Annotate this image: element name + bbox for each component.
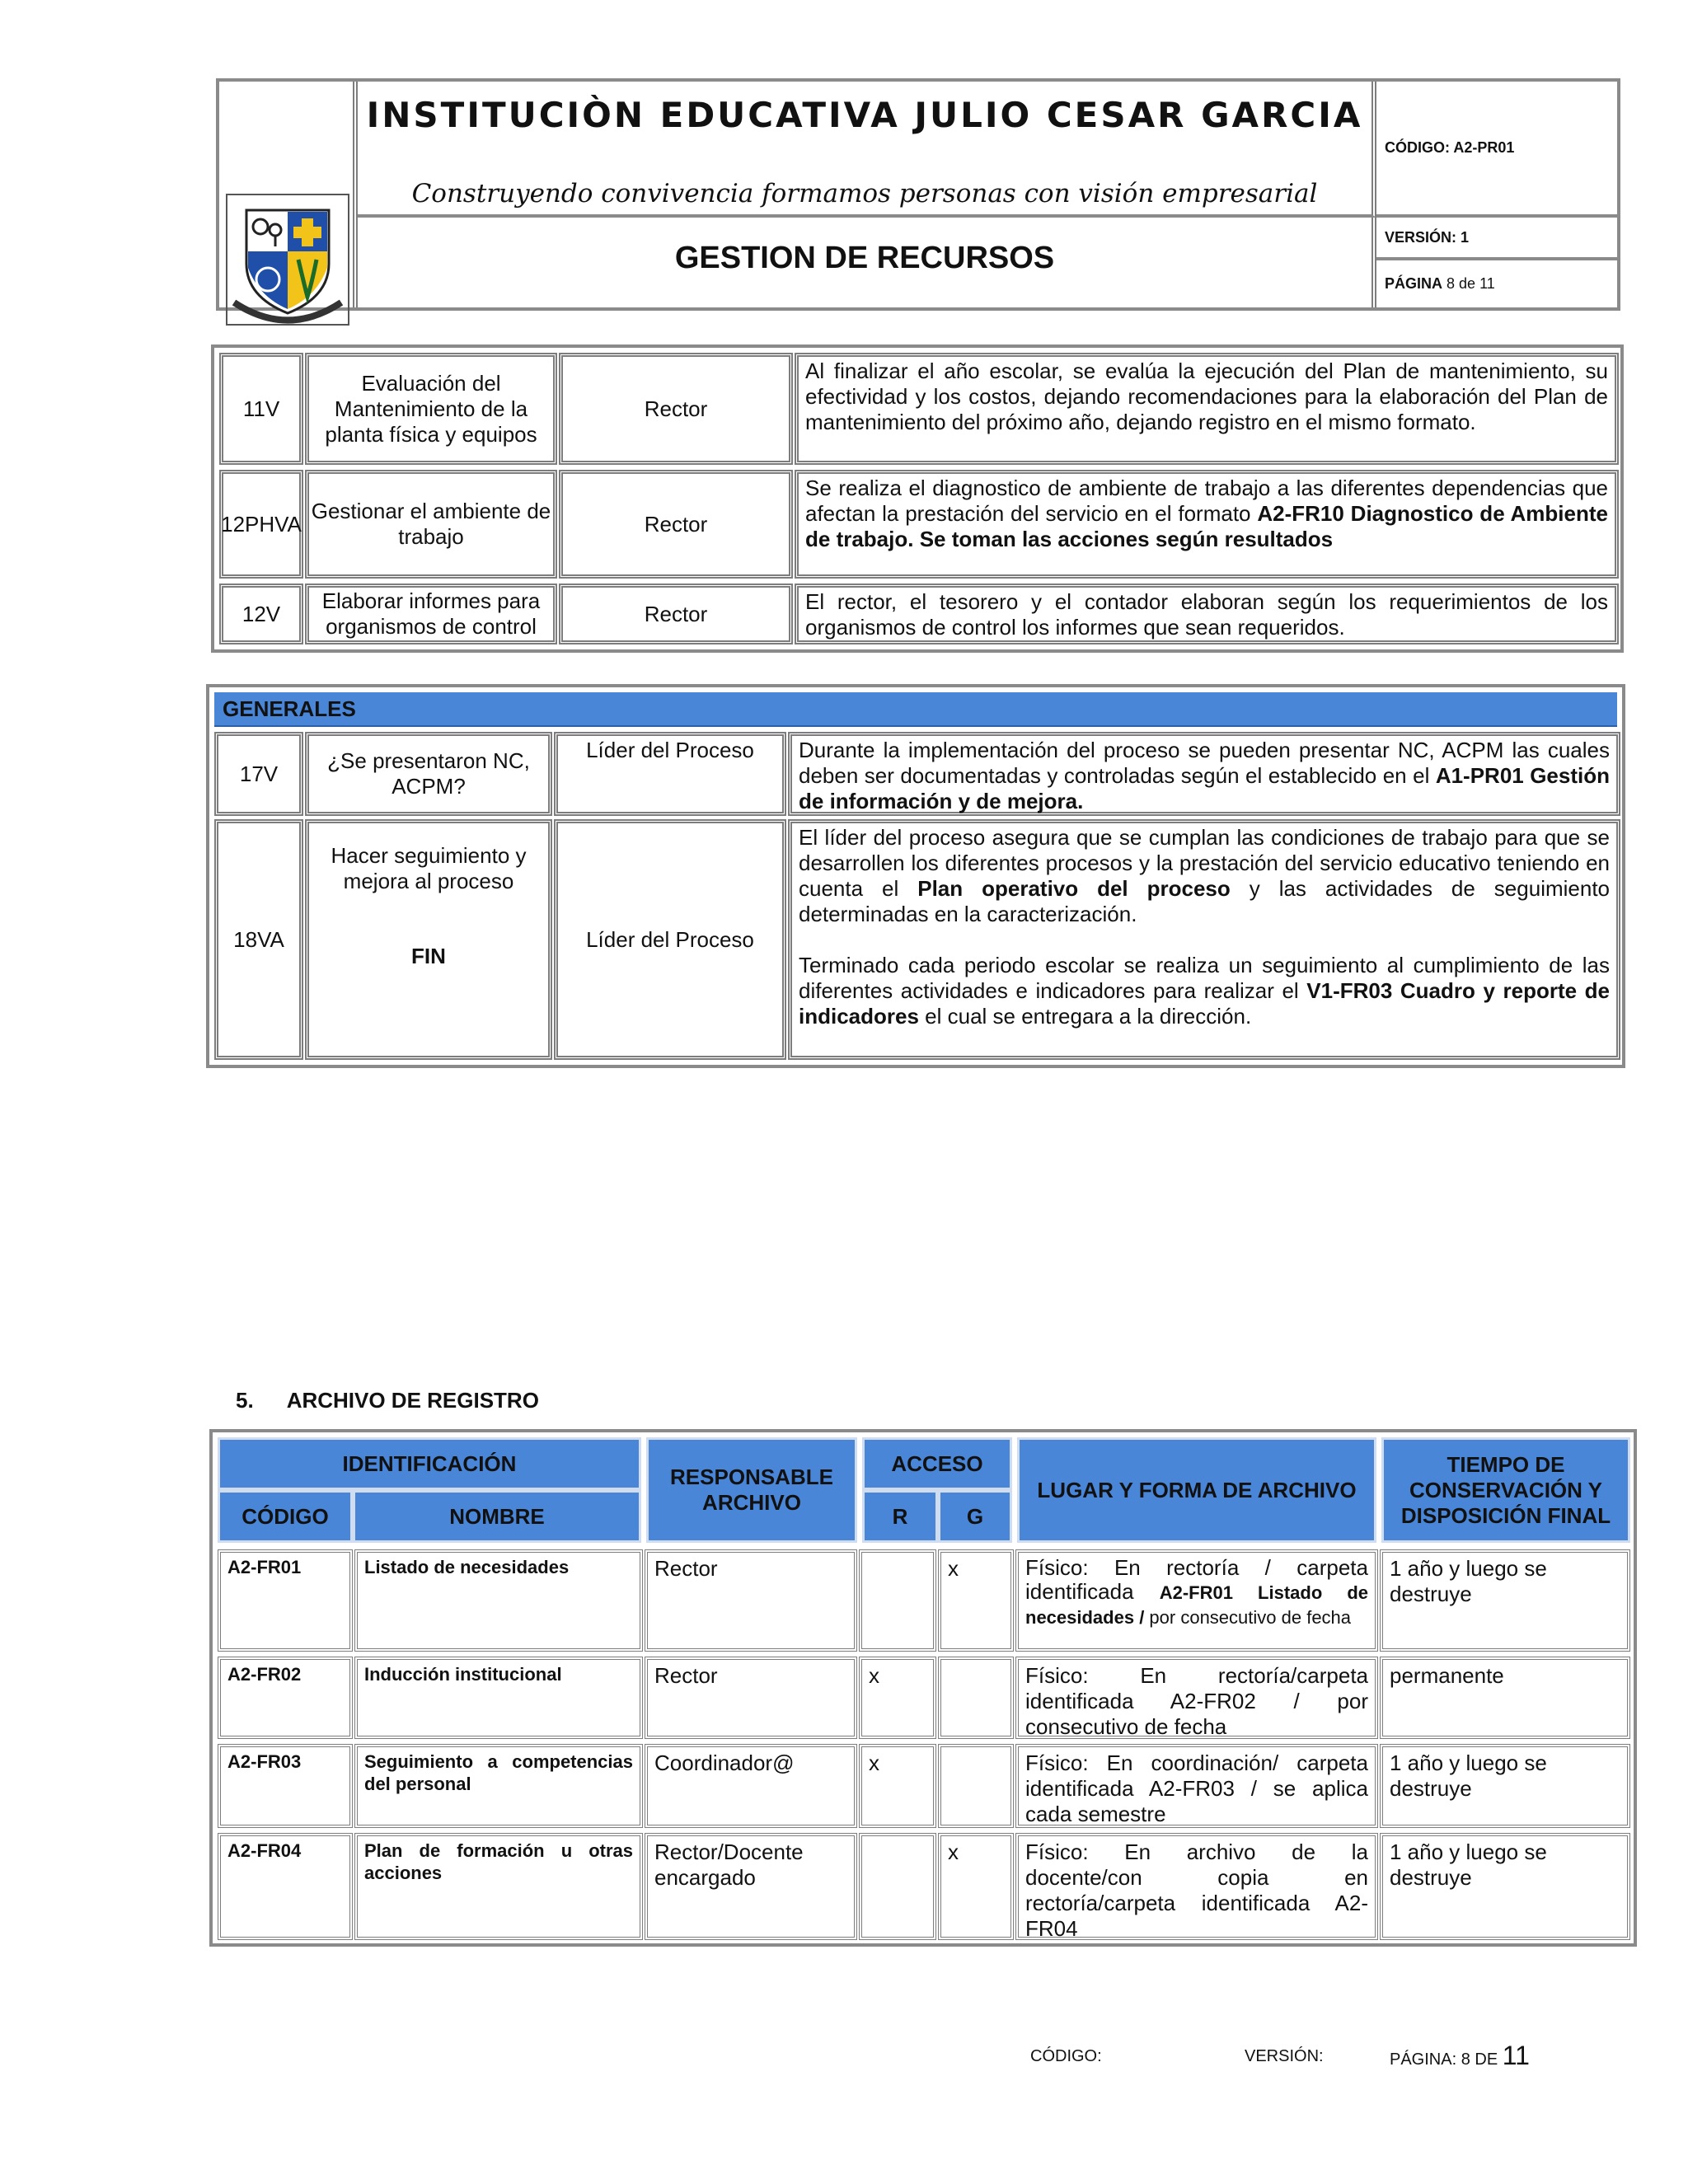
record-name: Listado de necesidades bbox=[354, 1549, 643, 1652]
record-responsible: Rector bbox=[645, 1549, 857, 1652]
activity-responsible: Rector bbox=[559, 470, 793, 579]
header-r: R bbox=[862, 1490, 938, 1543]
activity-responsible: Líder del Proceso bbox=[554, 732, 786, 816]
institution-slogan: Construyendo convivencia formamos personas con visión empresarial bbox=[411, 179, 1318, 209]
record-place: Físico: En rectoría/carpeta identificada A2-FR02 / por consecutivo de fecha bbox=[1015, 1657, 1378, 1739]
record-access-g: x bbox=[938, 1549, 1014, 1652]
activity-name: Evaluación del Mantenimiento de la planta física y equipos bbox=[305, 353, 557, 465]
activity-id: 18VA bbox=[214, 819, 303, 1060]
record-retention: permanente bbox=[1380, 1657, 1630, 1739]
activity-description bbox=[788, 819, 1620, 1060]
record-place: Físico: En coordinación/ carpeta identificada A2-FR03 / se aplica cada semestre bbox=[1015, 1744, 1378, 1828]
activity-responsible: Líder del Proceso bbox=[554, 819, 786, 1060]
header-responsable: RESPONSABLE ARCHIVO bbox=[646, 1437, 857, 1543]
header-identificacion: IDENTIFICACIÓN bbox=[218, 1437, 641, 1490]
activity-name: ¿Se presentaron NC, ACPM? bbox=[305, 732, 552, 816]
activity-name: Gestionar el ambiente de trabajo bbox=[305, 470, 557, 579]
record-name: Seguimiento a competencias del personal bbox=[354, 1744, 643, 1828]
description-paragraph: Terminado cada periodo escolar se realiza un seguimiento al cumplimiento de las diferentes actividades e indicadores para realizar el V1-FR03 Cuadro y reporte de indicadores el cual se entregara a la dirección. bbox=[799, 953, 1610, 1029]
archive-table bbox=[209, 1429, 1637, 1947]
description-paragraph: El líder del proceso asegura que se cumplan las condiciones de trabajo para que se desarrollen los diferentes procesos y la prestación del servicio educativo teniendo en cuenta el Plan operativo del proceso y las actividades de seguimiento determinadas en la caracterización. bbox=[799, 825, 1611, 926]
header-g: G bbox=[938, 1490, 1012, 1543]
activity-name-text: Hacer seguimiento y mejora al proceso bbox=[331, 843, 527, 893]
activity-description: Se realiza el diagnostico de ambiente de trabajo a las diferentes dependencias que afectan la prestación del servicio en el formato A2-FR10 Diagnostico de Ambiente de trabajo. Se toman las acciones según resultados bbox=[795, 470, 1619, 579]
header-lugar: LUGAR Y FORMA DE ARCHIVO bbox=[1017, 1437, 1376, 1543]
generales-table bbox=[206, 684, 1625, 1068]
activity-name bbox=[305, 819, 552, 1060]
activities-table bbox=[211, 344, 1624, 653]
activity-id: 17V bbox=[214, 732, 303, 816]
activity-description: Durante la implementación del proceso se pueden presentar NC, ACPM las cuales deben ser documentadas y controladas según el establecido en el A1-PR01 Gestión de información y de mejora. bbox=[788, 732, 1620, 816]
header-codigo: CÓDIGO bbox=[218, 1490, 353, 1543]
record-access-r: x bbox=[859, 1657, 936, 1739]
record-access-r: x bbox=[859, 1744, 936, 1828]
record-place: Físico: En rectoría / carpeta identificada A2-FR01 Listado de necesidades / por consecutivo de fecha bbox=[1015, 1549, 1378, 1652]
title-cell bbox=[358, 82, 1376, 218]
activity-id: 11V bbox=[219, 353, 303, 465]
record-access-g bbox=[938, 1744, 1014, 1828]
record-access-r bbox=[859, 1549, 936, 1652]
institution-name: INSTITUCIÒN EDUCATIVA JULIO CESAR GARCIA bbox=[366, 95, 1363, 135]
activity-responsible: Rector bbox=[559, 583, 793, 644]
doc-page: PÁGINA 8 de 11 bbox=[1385, 275, 1495, 292]
record-name: Inducción institucional bbox=[354, 1657, 643, 1739]
activity-end-label: FIN bbox=[411, 944, 446, 968]
record-retention: 1 año y luego se destruye bbox=[1380, 1549, 1630, 1652]
section-heading: 5. ARCHIVO DE REGISTRO bbox=[236, 1388, 539, 1413]
school-crest-logo bbox=[226, 194, 349, 326]
activity-id: 12PHVA bbox=[219, 470, 303, 579]
record-responsible: Rector/Docente encargado bbox=[645, 1833, 857, 1940]
record-responsible: Rector bbox=[645, 1657, 857, 1739]
generales-heading: GENERALES bbox=[214, 692, 1617, 727]
logo-cell bbox=[219, 82, 358, 307]
header-acceso: ACCESO bbox=[862, 1437, 1012, 1490]
record-code: A2-FR01 bbox=[218, 1549, 353, 1652]
record-access-g: x bbox=[938, 1833, 1014, 1940]
department-title: GESTION DE RECURSOS bbox=[674, 241, 1055, 275]
document-header bbox=[216, 78, 1620, 311]
department-cell bbox=[358, 218, 1376, 307]
record-code: A2-FR03 bbox=[218, 1744, 353, 1828]
record-retention: 1 año y luego se destruye bbox=[1380, 1833, 1630, 1940]
record-code: A2-FR04 bbox=[218, 1833, 353, 1940]
record-name: Plan de formación u otras acciones bbox=[354, 1833, 643, 1940]
record-retention: 1 año y luego se destruye bbox=[1380, 1744, 1630, 1828]
header-tiempo: TIEMPO DE CONSERVACIÓN Y DISPOSICIÓN FINAL bbox=[1381, 1437, 1630, 1543]
footer-code: CÓDIGO: bbox=[1030, 2047, 1102, 2065]
doc-code: CÓDIGO: A2-PR01 bbox=[1376, 82, 1617, 218]
record-access-r bbox=[859, 1833, 936, 1940]
activity-name: Elaborar informes para organismos de control bbox=[305, 583, 557, 644]
record-place: Físico: En archivo de la docente/con copia en rectoría/carpeta identificada A2-FR04 bbox=[1015, 1833, 1378, 1940]
activity-id: 12V bbox=[219, 583, 303, 644]
footer-version: VERSIÓN: bbox=[1245, 2047, 1324, 2065]
activity-description: El rector, el tesorero y el contador elaboran según los requerimientos de los organismos de control los informes que sean requeridos. bbox=[795, 583, 1619, 644]
doc-version: VERSIÓN: 1 bbox=[1376, 218, 1617, 260]
record-access-g bbox=[938, 1657, 1014, 1739]
record-code: A2-FR02 bbox=[218, 1657, 353, 1739]
activity-responsible: Rector bbox=[559, 353, 793, 465]
activity-description: Al finalizar el año escolar, se evalúa la ejecución del Plan de mantenimiento, su efectividad y los costos, dejando recomendaciones para la elaboración del Plan de mantenimiento del próximo año, dejando registro en el mismo formato. bbox=[795, 353, 1619, 465]
record-responsible: Coordinador@ bbox=[645, 1744, 857, 1828]
header-nombre: NOMBRE bbox=[353, 1490, 641, 1543]
footer-page: PÁGINA: 8 DE 11 bbox=[1390, 2041, 1530, 2070]
